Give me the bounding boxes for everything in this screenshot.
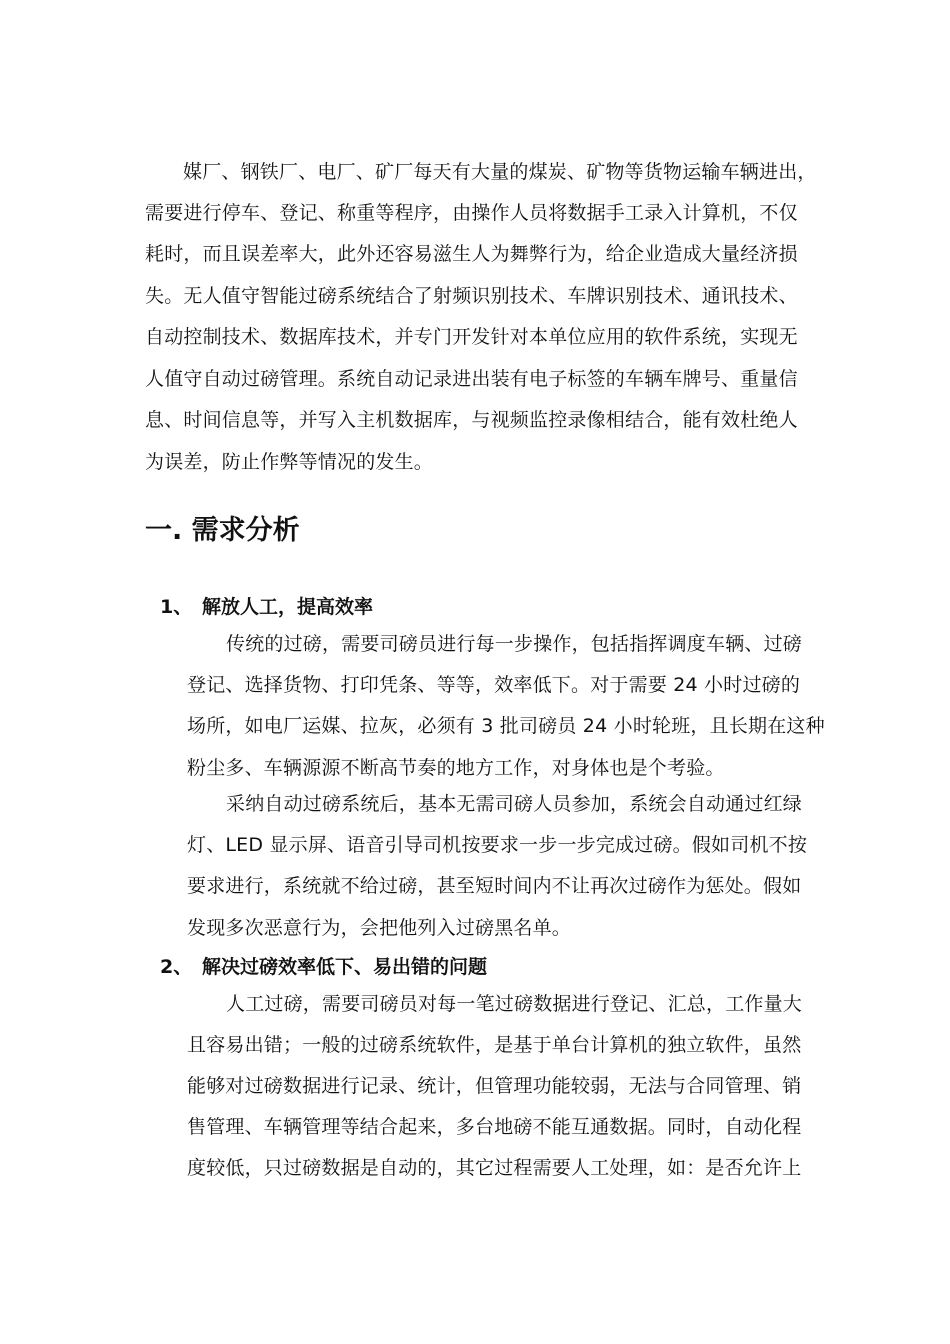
intro-line: 媒厂、钢铁厂、电厂、矿厂每天有大量的煤炭、矿物等货物运输车辆进出，	[183, 161, 817, 183]
body-line: 场所，如电厂运媒、拉灰，必须有 3 批司磅员 24 小时轮班，且长期在这种	[187, 715, 825, 737]
body-line: 灯、LED 显示屏、语音引导司机按要求一步一步完成过磅。假如司机不按	[187, 834, 808, 856]
item-title: 解决过磅效率低下、易出错的问题	[202, 956, 488, 978]
body-line: 登记、选择货物、打印凭条、等等，效率低下。对于需要 24 小时过磅的	[187, 674, 801, 696]
body-line: 售管理、车辆管理等结合起来，多台地磅不能互通数据。同时，自动化程	[187, 1116, 802, 1138]
body-line: 度较低，只过磅数据是自动的，其它过程需要人工处理，如：是否允许上	[187, 1157, 802, 1179]
intro-line: 失。无人值守智能过磅系统结合了射频识别技术、车牌识别技术、通讯技术、	[145, 285, 798, 307]
body-line: 能够对过磅数据进行记录、统计，但管理功能较弱，无法与合同管理、销	[187, 1075, 802, 1097]
body-line: 粉尘多、车辆源源不断高节奏的地方工作，对身体也是个考验。	[187, 757, 725, 779]
item-title: 解放人工，提高效率	[202, 596, 374, 618]
intro-line: 为误差，防止作弊等情况的发生。	[145, 451, 434, 473]
body-line: 且容易出错；一般的过磅系统软件，是基于单台计算机的独立软件，虽然	[187, 1034, 802, 1056]
intro-line: 耗时，而且误差率大，此外还容易滋生人为舞弊行为，给企业造成大量经济损	[145, 243, 798, 265]
section-heading: 一. 需求分析	[145, 515, 300, 546]
body-line: 人工过磅，需要司磅员对每一笔过磅数据进行登记、汇总，工作量大	[226, 993, 803, 1015]
intro-line: 需要进行停车、登记、称重等程序，由操作人员将数据手工录入计算机，不仅	[145, 202, 798, 224]
body-line: 采纳自动过磅系统后，基本无需司磅人员参加，系统会自动通过红绿	[226, 793, 803, 815]
body-line: 传统的过磅，需要司磅员进行每一步操作，包括指挥调度车辆、过磅	[226, 633, 803, 655]
body-line: 发现多次恶意行为，会把他列入过磅黑名单。	[187, 917, 572, 939]
intro-line: 人值守自动过磅管理。系统自动记录进出装有电子标签的车辆车牌号、重量信	[145, 368, 798, 390]
intro-line: 自动控制技术、数据库技术，并专门开发针对本单位应用的软件系统，实现无	[145, 326, 798, 348]
body-line: 要求进行，系统就不给过磅，甚至短时间内不让再次过磅作为惩处。假如	[187, 875, 802, 897]
item-number: 1、	[160, 596, 193, 618]
intro-line: 息、时间信息等，并写入主机数据库，与视频监控录像相结合，能有效杜绝人	[145, 409, 798, 431]
item-number: 2、	[160, 956, 193, 978]
